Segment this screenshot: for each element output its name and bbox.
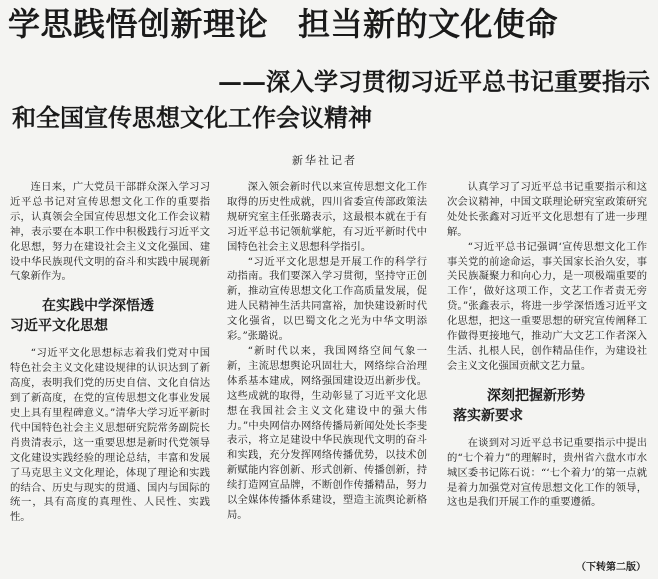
column-2: [227, 180, 427, 523]
paragraph: “习近平总书记强调‘宣传思想文化工作事关党的前途命运，事关国家长治久安，事关民族凝聚力和向心力，是一项极端重要的工作’，做好这项工作，文艺工作者责无旁贷。”张鑫表示，将进一步学深悟透习近平文化思想，把这一重要思想的研究宣传阐释工作做得更接地气，推动广大文艺工作者深入生活、扎根人民，创作精品佳作，为建设社会主义文化强国贡献文艺力量。: [447, 240, 647, 372]
paragraph: 连日来，广大党员干部群众深入学习习近平总书记对宣传思想文化工作的重要指示，认真领会全国宣传思想文化工作会议精神，表示要在本职工作中积极践行习近平文化思想，努力在建设社会主义文化强国、建设中华民族现代文明的奋斗和实践中展现新气象新作为。: [10, 181, 210, 283]
paragraph: 深入领会新时代以来宣传思想文化工作取得的历史性成就，四川省委宣传部政策法规研究室主任张璐表示，这最根本就在于有习近平总书记领航掌舵，有习近平新时代中国特色社会主义思想科学指引。: [227, 181, 427, 253]
subtitle-line2: 和全国宣传思想文化工作会议精神: [12, 103, 372, 132]
headline-part1: 学思践悟创新理论: [8, 5, 269, 43]
paragraph: “习近平文化思想是开展工作的科学行动指南。我们要深入学习贯彻，坚持守正创新，推动宣传思想文化工作高质量发展，促进人民精神生活共同富裕，加快建设新时代文化强省，以巴蜀文化之光为中华文明添彩。”张璐说。: [227, 255, 427, 343]
section-heading: [10, 296, 210, 336]
section-heading-line2: 落实新要求: [453, 407, 523, 424]
section-heading-line1: 深刻把握新形势: [487, 387, 585, 404]
byline: 新华社记者: [292, 154, 357, 167]
paragraph: “新时代以来，我国网络空间气象一新，主流思想舆论巩固壮大，网络综合治理体系基本建成，网络强国建设迈出新步伐。这些成就的取得，生动彰显了习近平文化思想在我国社会主义文化建设中的强大伟力。”中央网信办网络传播局新闻处处长李斐表示，将立足建设中华民族现代文明的奋斗和实践，充分发挥网络传播优势，以技术创新赋能内容创新、形式创新、传播创新，持续打造网宣品牌，不断创作传播精品，努力以全媒体传播体系建设，塑造主流舆论新格局。: [227, 344, 427, 521]
column-3: [447, 180, 647, 510]
paragraph: 在谈到对习近平总书记重要指示中提出的“七个着力”的理解时，贵州省六盘水市水城区委书记陈石说：“‘七个着力’的第一点就是着力加强党对宣传思想文化工作的领导，这也是我们开展工作的重要遵循。: [447, 436, 647, 509]
headline-part2: 担当新的文化使命: [298, 5, 559, 43]
column-1: [10, 180, 210, 525]
continued-note: （下转第二版）: [576, 562, 646, 573]
paragraph: “习近平文化思想标志着我们党对中国特色社会主义文化建设规律的认识达到了新高度，表明我们党的历史自信、文化自信达到了新高度，在党的宣传思想文化事业发展史上具有里程碑意义。”清华大学习近平新时代中国特色社会主义思想研究院常务副院长肖贵清表示，这一重要思想是新时代党领导文化建设实践经验的理论总结，丰富和发展了马克思主义文化理论，体现了理论和实践的结合、历史与现实的贯通、国内与国际的统一，具有高度的真理性、人民性、实践性。: [10, 347, 210, 524]
section-heading-line2: 习近平文化思想: [10, 318, 108, 335]
section-heading: [447, 386, 647, 426]
subtitle-line1: ——深入学习贯彻习近平总书记重要指示: [218, 67, 650, 96]
section-heading-line1: 在实践中学深悟透: [42, 298, 154, 315]
paragraph: 认真学习了习近平总书记重要指示和这次会议精神，中国文联理论研究室政策研究处处长张鑫对习近平文化思想有了进一步理解。: [447, 181, 647, 238]
headline: [8, 4, 653, 44]
